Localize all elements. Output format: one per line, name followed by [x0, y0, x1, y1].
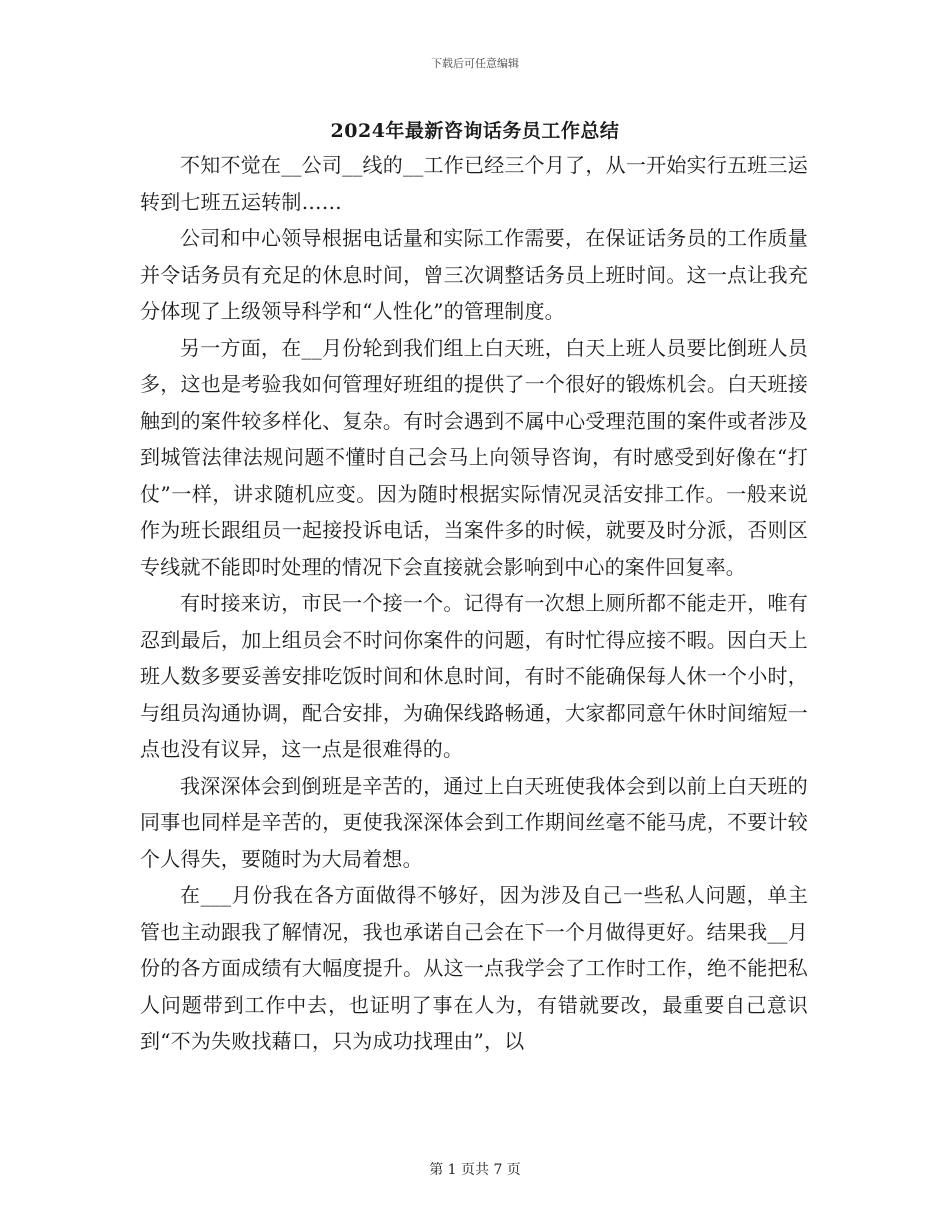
- paragraph-6: 在___月份我在各方面做得不够好，因为涉及自己一些私人问题，单主管也主动跟我了解情况，我也承诺自己会在下一个月做得更好。结果我__月份的各方面成绩有大幅度提升。从这一点我学会了工作时工作，绝不能把私人问题带到工作中去，也证明了事在人为，有错就要改，最重要自己意识到“不为失败找藉口，只为成功找理由”，以: [140, 883, 808, 1053]
- paragraph-2: 公司和中心领导根据电话量和实际工作需要，在保证话务员的工作质量并令话务员有充足的休息时间，曾三次调整话务员上班时间。这一点让我充分体现了上级领导科学和“人性化”的管理制度。: [140, 226, 808, 323]
- paragraph-3: 另一方面，在__月份轮到我们组上白天班，白天上班人员要比倒班人员多，这也是考验我如何管理好班组的提供了一个很好的锻炼机会。白天班接触到的案件较多样化、复杂。有时会遇到不属中心受理范围的案件或者涉及到城管法律法规问题不懂时自己会马上向领导咨询，有时感受到好像在“打仗”一样，讲求随机应变。因为随时根据实际情况灵活安排工作。一般来说作为班长跟组员一起接投诉电话，当案件多的时候，就要及时分派，否则区专线就不能即时处理的情况下会直接就会影响到中心的案件回复率。: [140, 335, 808, 579]
- paragraph-4: 有时接来访，市民一个接一个。记得有一次想上厕所都不能走开，唯有忍到最后，加上组员会不时问你案件的问题，有时忙得应接不暇。因白天上班人数多要妥善安排吃饭时间和休息时间，有时不能确保每人休一个小时，与组员沟通协调，配合安排，为确保线路畅通，大家都同意午休时间缩短一点也没有议异，这一点是很难得的。: [140, 591, 808, 761]
- document-body: [140, 147, 808, 1060]
- page-number-footer: 第 1 页共 7 页: [429, 1162, 521, 1178]
- document-title: 2024年最新咨询话务员工作总结: [330, 120, 620, 142]
- page-header-note: 下载后可任意编辑: [431, 57, 519, 70]
- paragraph-5: 我深深体会到倒班是辛苦的，通过上白天班使我体会到以前上白天班的同事也同样是辛苦的，更使我深深体会到工作期间丝毫不能马虎，不要计较个人得失，要随时为大局着想。: [140, 773, 808, 871]
- paragraph-1: 不知不觉在__公司__线的__工作已经三个月了，从一开始实行五班三运转到七班五运转制……: [140, 153, 808, 214]
